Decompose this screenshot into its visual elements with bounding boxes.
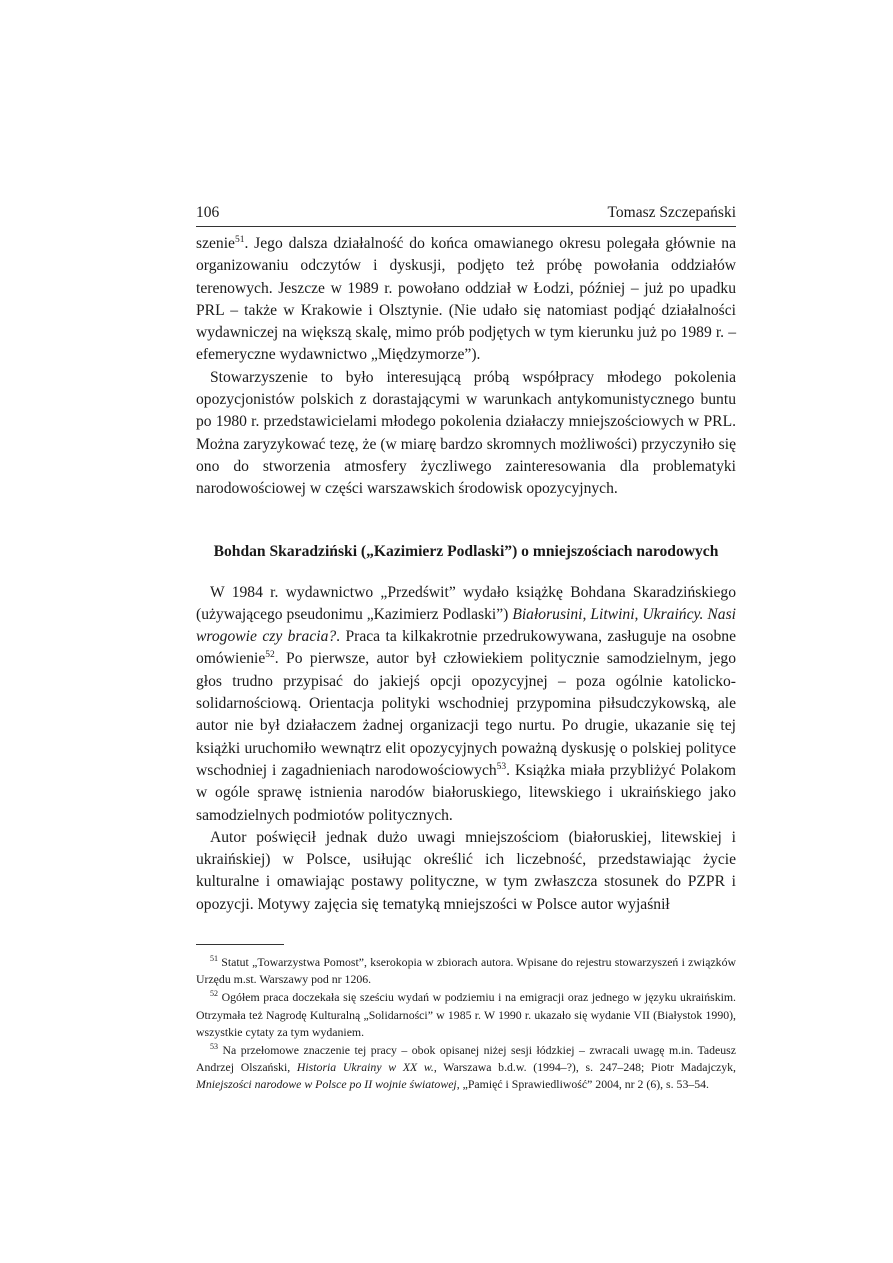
paragraph-1: szenie$^{51}$. Jego dalsza działalność do końca omawianego okresu polegała głównie na organizowaniu odczytów i dyskusji, podjęto też próbę powołania oddziałów terenowych. Jeszcze w 1989 r. powołano oddział w Łodzi, później – już po upadku PRL – także w Krakowie i Olsztynie. (Nie udało się natomiast podjąć działalności wydawniczej na większą skalę, mimo prób podjętych w tym kierunku już po 1989 r. – efemeryczne wydawnictwo „Międzymorze”). bbox=[196, 235, 736, 364]
paragraph-4: Autor poświęcił jednak dużo uwagi mniejszościom (białoruskiej, litewskiej i ukraińskiej) w Polsce, usiłując określić ich liczebność, przedstawiając życie kulturalne i omawiając postawy polityczne, w tym zwłaszcza stosunek do PZPR i opozycji. Motywy zajęcia się tematyką mniejszości w Polsce autor wyjaśnił bbox=[196, 828, 736, 913]
running-head bbox=[196, 204, 736, 227]
running-head-author: Tomasz Szczepański bbox=[607, 204, 736, 221]
paragraph-3: W 1984 r. wydawnictwo „Przedświt” wydało książkę Bohdana Skaradzińskiego (używającego pseudonimu „Kazimierz Podlaski”) Białorusini, Litwini, Ukraińcy. Nasi wrogowie czy bracia?. Praca ta kilkakrotnie przedrukowywana, zasługuje na osobne omówienie$^{52}$. Po pierwsze, autor był człowiekiem politycznie samodzielnym, jego głos trudno przypisać do jakiejś opcji opozycyjnej – poza ogólnie katolicko-solidarnościową. Orientacja polityki wschodniej przypomina piłsudczykowską, ale autor nie był działaczem żadnej organizacji tego nurtu. Po drugie, ukazanie się tej książki uruchomiło wewnątrz elit opozycyjnych poważną dyskusję o polskiej polityce wschodniej i zagadnieniach narodowościowych$^{53}$. Książka miała przybliżyć Polakom w ogóle sprawę istnienia narodów białoruskiego, litewskiego i ukraińskiego jako samodzielnych podmiotów politycznych. bbox=[196, 583, 737, 824]
footnote-ref-52: 52 bbox=[265, 650, 275, 661]
footnote-divider bbox=[196, 944, 284, 945]
footnotes bbox=[196, 954, 736, 1094]
paragraph-2: Stowarzyszenie to było interesującą próbą współpracy młodego pokolenia opozycjonistów polskich z dorastającymi w warunkach antykomunistycznego buntu po 1980 r. przedstawicielami młodego pokolenia działaczy mniejszościowych w PRL. Można zaryzykować tezę, że (w miarę bardzo skromnych możliwości) przyczyniło się ono do stworzenia atmosfery życzliwego zainteresowania dla problematyki narodowościowej w części warszawskich środowisk opozycyjnych. bbox=[196, 368, 736, 498]
footnote-53: $^{53}$ Na przełomowe znaczenie tej pracy – obok opisanej niżej sesji łódzkiej – zwracali uwagę m.in. Tadeusz Andrzej Olszański, Historia Ukrainy w XX w., Warszawa b.d.w. (1994–?), s. 247–248; Piotr Madajczyk, Mniejszości narodowe w Polsce po II wojnie światowej, „Pamięć i Sprawiedliwość” 2004, nr 2 (6), s. 53–54. bbox=[196, 1042, 736, 1092]
footnote-ref-53: 53 bbox=[496, 761, 507, 772]
book-title: Białorusini, Litwini, Ukraińcy. Nasi wrogowie czy bracia? bbox=[196, 605, 737, 646]
footnote-52: $^{52}$ Ogółem praca doczekała się sześciu wydań w podziemiu i na emigracji oraz jednego w języku ukraińskim. Otrzymała też Nagrodę Kulturalną „Solidarności” w 1985 r. W 1990 r. ukazało się wydanie VII (Białystok 1990), wszystkie cytaty za tym wydaniem. bbox=[196, 989, 737, 1039]
section-heading: Bohdan Skaradziński („Kazimierz Podlaski”) o mniejszościach narodowych bbox=[213, 542, 719, 560]
book-page bbox=[196, 204, 736, 1095]
footnote-ref-51: 51 bbox=[234, 235, 245, 245]
footnote-51: $^{51}$ Statut „Towarzystwa Pomost”, kserokopia w zbiorach autora. Wpisane do rejestru stowarzyszeń i związków Urzędu m.st. Warszawy pod nr 1206. bbox=[196, 954, 737, 987]
page-number: 106 bbox=[196, 204, 220, 221]
body-text bbox=[196, 233, 736, 916]
